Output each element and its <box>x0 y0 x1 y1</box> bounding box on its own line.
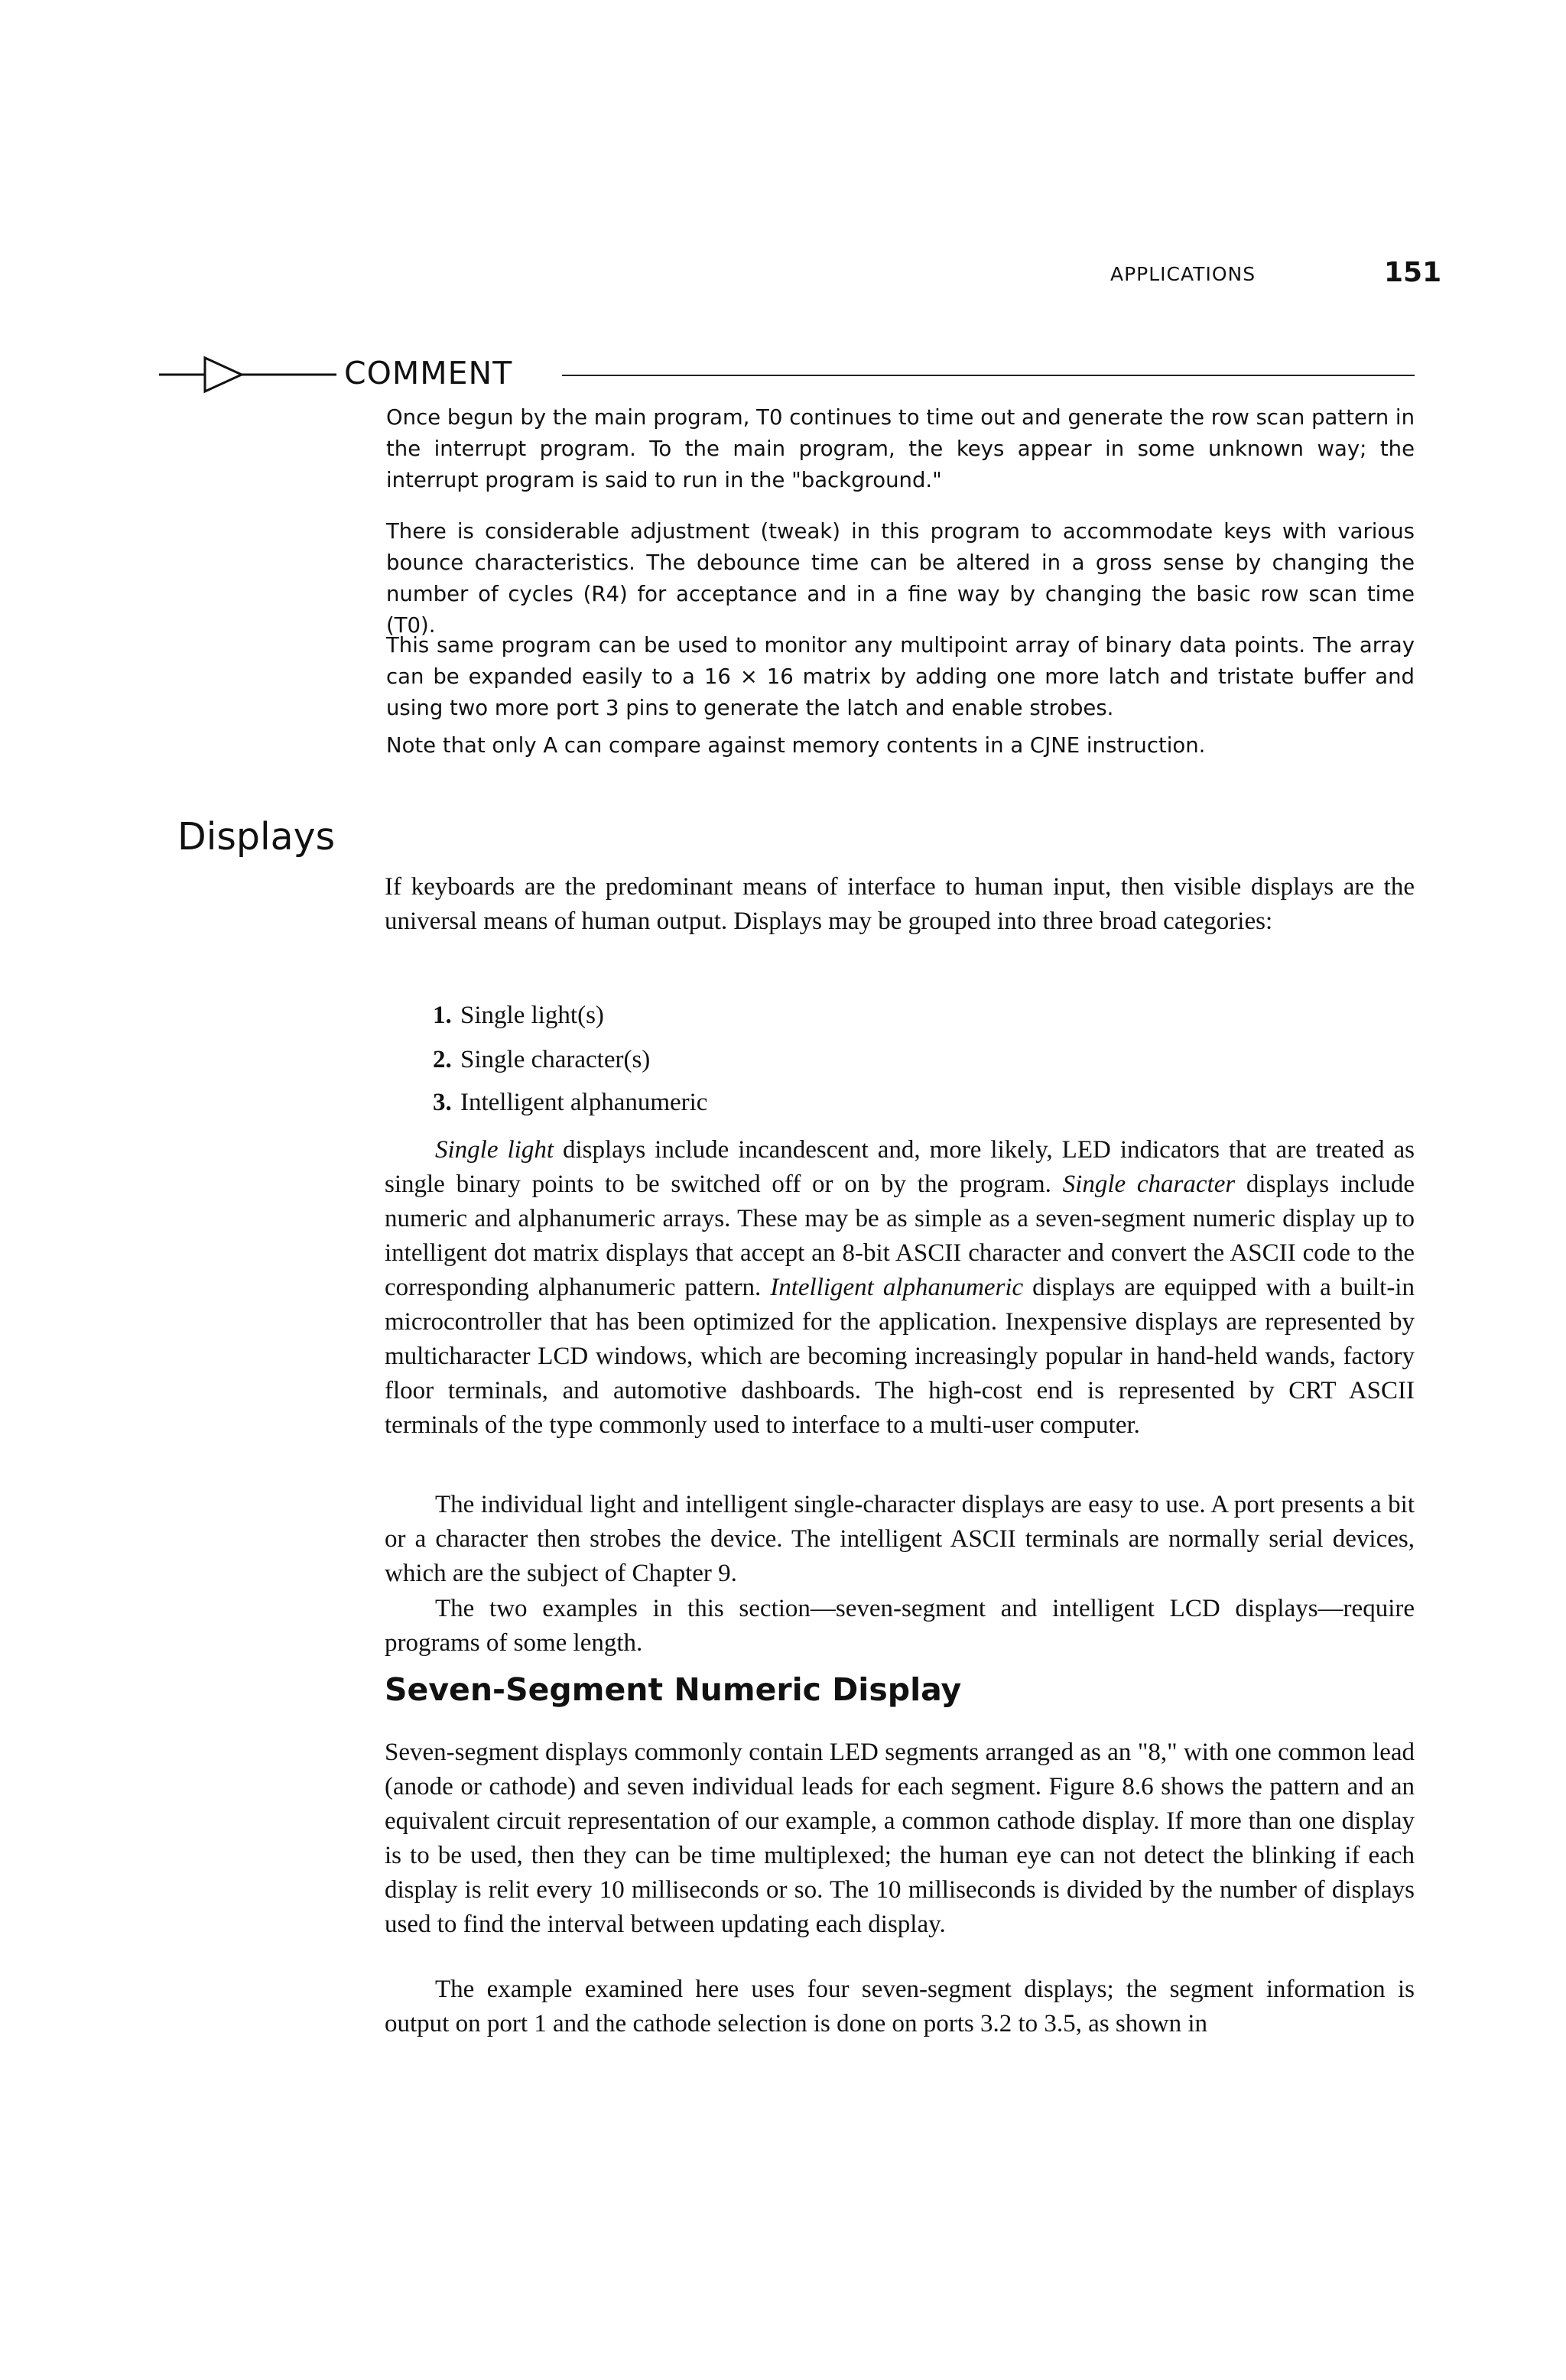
page-number: 151 <box>1384 257 1442 288</box>
comment-paragraph: This same program can be used to monitor any multipoint array of binary data points. The array can be expanded easily to a 16 × 16 matrix by adding one more latch and tristate buffer and using two more port 3 pins to generate the latch and enable strobes. <box>386 633 1415 720</box>
seven-segment-example-paragraph: The example examined here uses four seven-segment displays; the segment information is output on port 1 and the cathode selection is done on ports 3.2 to 3.5, as shown in <box>385 1976 1415 2037</box>
list-text: Single character(s) <box>460 1046 651 1073</box>
list-text: Single light(s) <box>460 1002 604 1029</box>
section-heading-displays: Displays <box>177 815 336 859</box>
comment-marker-icon <box>153 352 336 398</box>
displays-intro-paragraph: If keyboards are the predominant means of interface to human input, then visible displays are the universal means of human output. Displays may be grouped into three broad categories: <box>385 873 1415 935</box>
subsection-heading-seven-segment: Seven-Segment Numeric Display <box>385 1671 962 1708</box>
comment-label: COMMENT <box>344 355 513 391</box>
comment-rule <box>562 375 1415 376</box>
list-number: 1. <box>433 1002 452 1029</box>
term-single-character: Single character <box>1062 1171 1236 1198</box>
seven-segment-paragraph: Seven-segment displays commonly contain LED segments arranged as an "8," with one common lead (anode or cathode) and seven individual leads for each segment. Figure 8.6 shows the pattern and an equivalent circuit representation of our example, a common cathode display. If more than one display is to be used, then they can be time multiplexed; the human eye can not detect the blinking if each display is relit every 10 milliseconds or so. The 10 milliseconds is divided by the number of displays used to find the interval between updating each display. <box>385 1739 1415 1938</box>
two-examples-paragraph: The two examples in this section—seven-segment and intelligent LCD displays—require programs of some length. <box>385 1595 1415 1657</box>
comment-paragraph: Note that only A can compare against memory contents in a CJNE instruction. <box>386 733 1206 758</box>
list-text: Intelligent alphanumeric <box>460 1089 708 1116</box>
list-item <box>433 1086 707 1120</box>
list-number: 2. <box>433 1046 452 1073</box>
display-types-paragraph: Single light displays include incandescent and, more likely, LED indicators that are treated as single binary points to be switched off or on by the program. Single character displays include numeric and alphanumeric arrays. These may be as simple as a seven-segment numeric display up to intelligent dot matrix displays that accept an 8-bit ASCII character and convert the ASCII code to the corresponding alphanumeric pattern. Intelligent alphanumeric displays are equipped with a built-in microcontroller that has been optimized for the application. Inexpensive displays are represented by multicharacter LCD windows, which are becoming increasingly popular in hand-held wands, factory floor terminals, and automotive dashboards. The high-cost end is represented by CRT ASCII terminals of the type commonly used to interface to a multi-user computer. <box>385 1136 1415 1439</box>
comment-paragraph: There is considerable adjustment (tweak) in this program to accommodate keys with various bounce characteristics. The debounce time can be altered in a gross sense by changing the number of cycles (R4) for acceptance and in a fine way by changing the basic row scan time (T0). <box>386 519 1415 638</box>
running-head: APPLICATIONS <box>1110 263 1256 285</box>
comment-paragraph: Once begun by the main program, T0 continues to time out and generate the row scan pattern in the interrupt program. To the main program, the keys appear in some unknown way; the interrupt program is said to run in the "background." <box>386 405 1415 492</box>
individual-displays-paragraph: The individual light and intelligent single-character displays are easy to use. A port presents a bit or a character then strobes the device. The intelligent ASCII terminals are normally serial devices, which are the subject of Chapter 9. <box>385 1491 1415 1587</box>
list-number: 3. <box>433 1089 452 1116</box>
list-item <box>433 998 604 1033</box>
term-single-light: Single light <box>435 1136 554 1164</box>
term-intelligent-alphanumeric: Intelligent alphanumeric <box>770 1274 1024 1301</box>
list-item <box>433 1043 650 1077</box>
